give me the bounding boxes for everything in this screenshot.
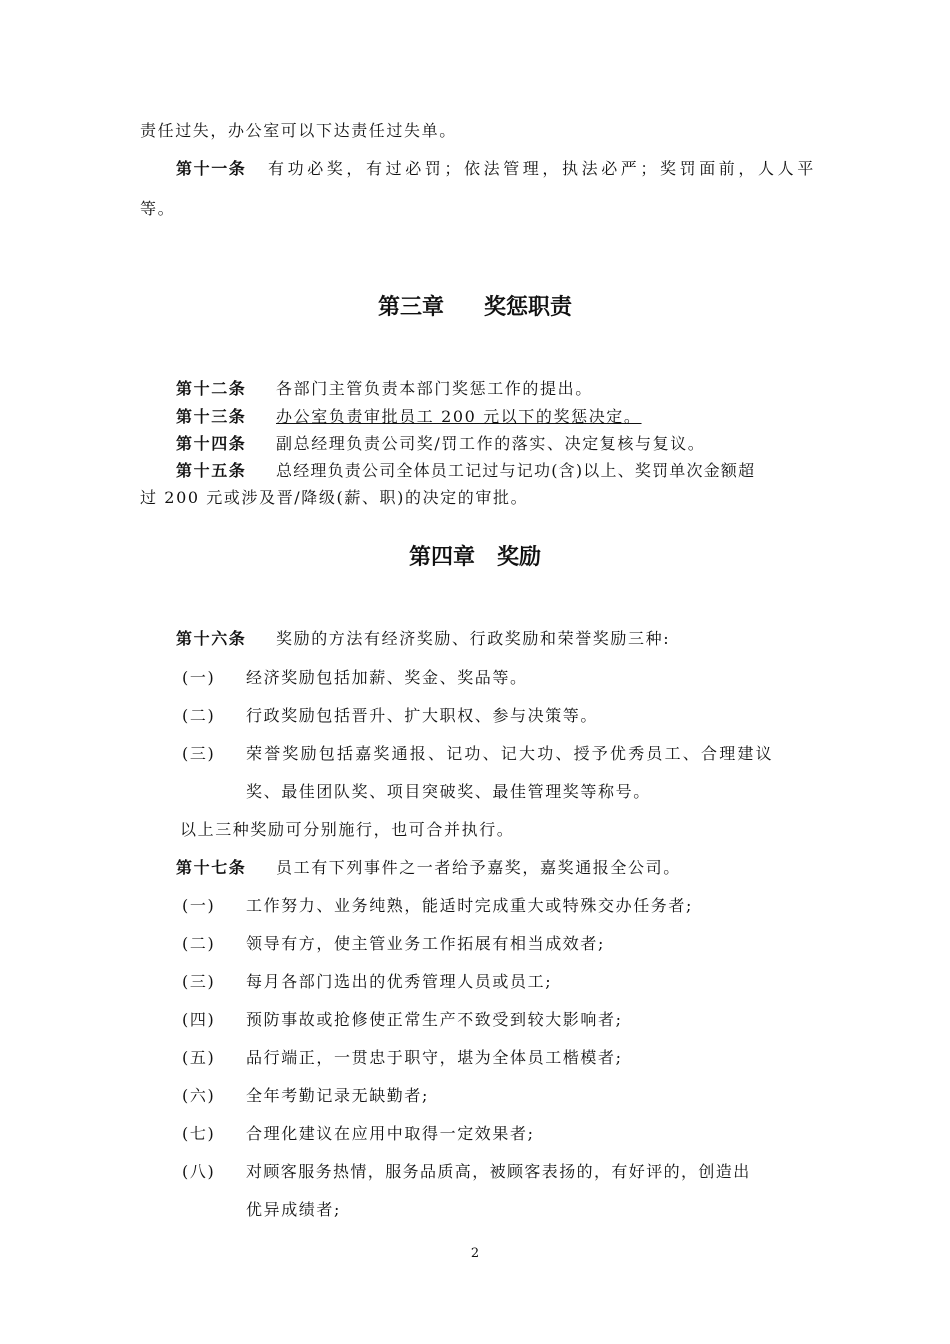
article-15-continuation: 过 200 元或涉及晋/降级(薪、职)的决定的审批。 <box>140 488 529 507</box>
list-item-text: 工作努力、业务纯熟，能适时完成重大或特殊交办任务者; <box>246 896 693 915</box>
page-number: 2 <box>470 1246 480 1261</box>
article-17-label: 第十七条 <box>176 858 247 877</box>
list-item-number: (七) <box>182 1124 216 1143</box>
article-13-label: 第十三条 <box>176 407 247 426</box>
list-item-number: (四) <box>182 1010 216 1029</box>
chapter-4-heading <box>0 540 950 571</box>
article-14-label: 第十四条 <box>176 434 247 453</box>
article-12-text: 各部门主管负责本部门奖惩工作的提出。 <box>276 379 593 398</box>
list-item-text: 行政奖励包括晋升、扩大职权、参与决策等。 <box>246 706 599 725</box>
article-13-text: 办公室负责审批员工 200 元以下的奖惩决定。 <box>276 407 642 426</box>
list-item-number: (二) <box>182 706 216 725</box>
article-16-label: 第十六条 <box>176 629 247 648</box>
list-item-text: 全年考勤记录无缺勤者; <box>246 1086 429 1105</box>
chapter-3-title: 奖惩职责 <box>484 295 573 320</box>
article-10-continuation: 责任过失，办公室可以下达责任过失单。 <box>140 121 457 140</box>
list-item-number: (三) <box>182 744 216 763</box>
article-17-text: 员工有下列事件之一者给予嘉奖，嘉奖通报全公司。 <box>276 858 681 877</box>
chapter-3-number: 第三章 <box>377 295 444 320</box>
article-11-continuation: 等。 <box>140 199 176 218</box>
article-16-note: 以上三种奖励可分别施行，也可合并执行。 <box>180 820 515 839</box>
list-item-text: 合理化建议在应用中取得一定效果者; <box>246 1124 535 1143</box>
article-15-text: 总经理负责公司全体员工记过与记功(含)以上、奖罚单次金额超 <box>276 461 756 480</box>
list-item-number: (三) <box>182 972 216 991</box>
list-item-number: (一) <box>182 668 216 687</box>
article-14-text: 副总经理负责公司奖/罚工作的落实、决定复核与复议。 <box>276 434 706 453</box>
article-11-text: 有功必奖，有过必罚；依法管理，执法必严；奖罚面前，人人平 <box>268 159 817 178</box>
list-item-text: 品行端正，一贯忠于职守，堪为全体员工楷模者; <box>246 1048 623 1067</box>
chapter-4-title: 奖励 <box>497 545 542 570</box>
list-item-number: (二) <box>182 934 216 953</box>
article-15-label: 第十五条 <box>176 461 247 480</box>
list-item-continuation: 优异成绩者; <box>246 1200 341 1219</box>
list-item-text: 预防事故或抢修使正常生产不致受到较大影响者; <box>246 1010 623 1029</box>
list-item-number: (一) <box>182 896 216 915</box>
article-11-label: 第十一条 <box>176 159 247 178</box>
list-item-text: 经济奖励包括加薪、奖金、奖品等。 <box>246 668 528 687</box>
list-item-number: (八) <box>182 1162 216 1181</box>
list-item-number: (六) <box>182 1086 216 1105</box>
list-item-text: 荣誉奖励包括嘉奖通报、记功、记大功、授予优秀员工、合理建议 <box>246 744 774 763</box>
list-item-text: 每月各部门选出的优秀管理人员或员工; <box>246 972 553 991</box>
list-item-text: 领导有方，使主管业务工作拓展有相当成效者; <box>246 934 605 953</box>
article-16-text: 奖励的方法有经济奖励、行政奖励和荣誉奖励三种: <box>276 629 671 648</box>
list-item-continuation: 奖、最佳团队奖、项目突破奖、最佳管理奖等称号。 <box>246 782 651 801</box>
list-item-text: 对顾客服务热情，服务品质高，被顾客表扬的，有好评的，创造出 <box>246 1162 751 1181</box>
chapter-3-heading <box>0 290 950 321</box>
article-12-label: 第十二条 <box>176 379 247 398</box>
list-item-number: (五) <box>182 1048 216 1067</box>
chapter-4-number: 第四章 <box>408 545 475 570</box>
